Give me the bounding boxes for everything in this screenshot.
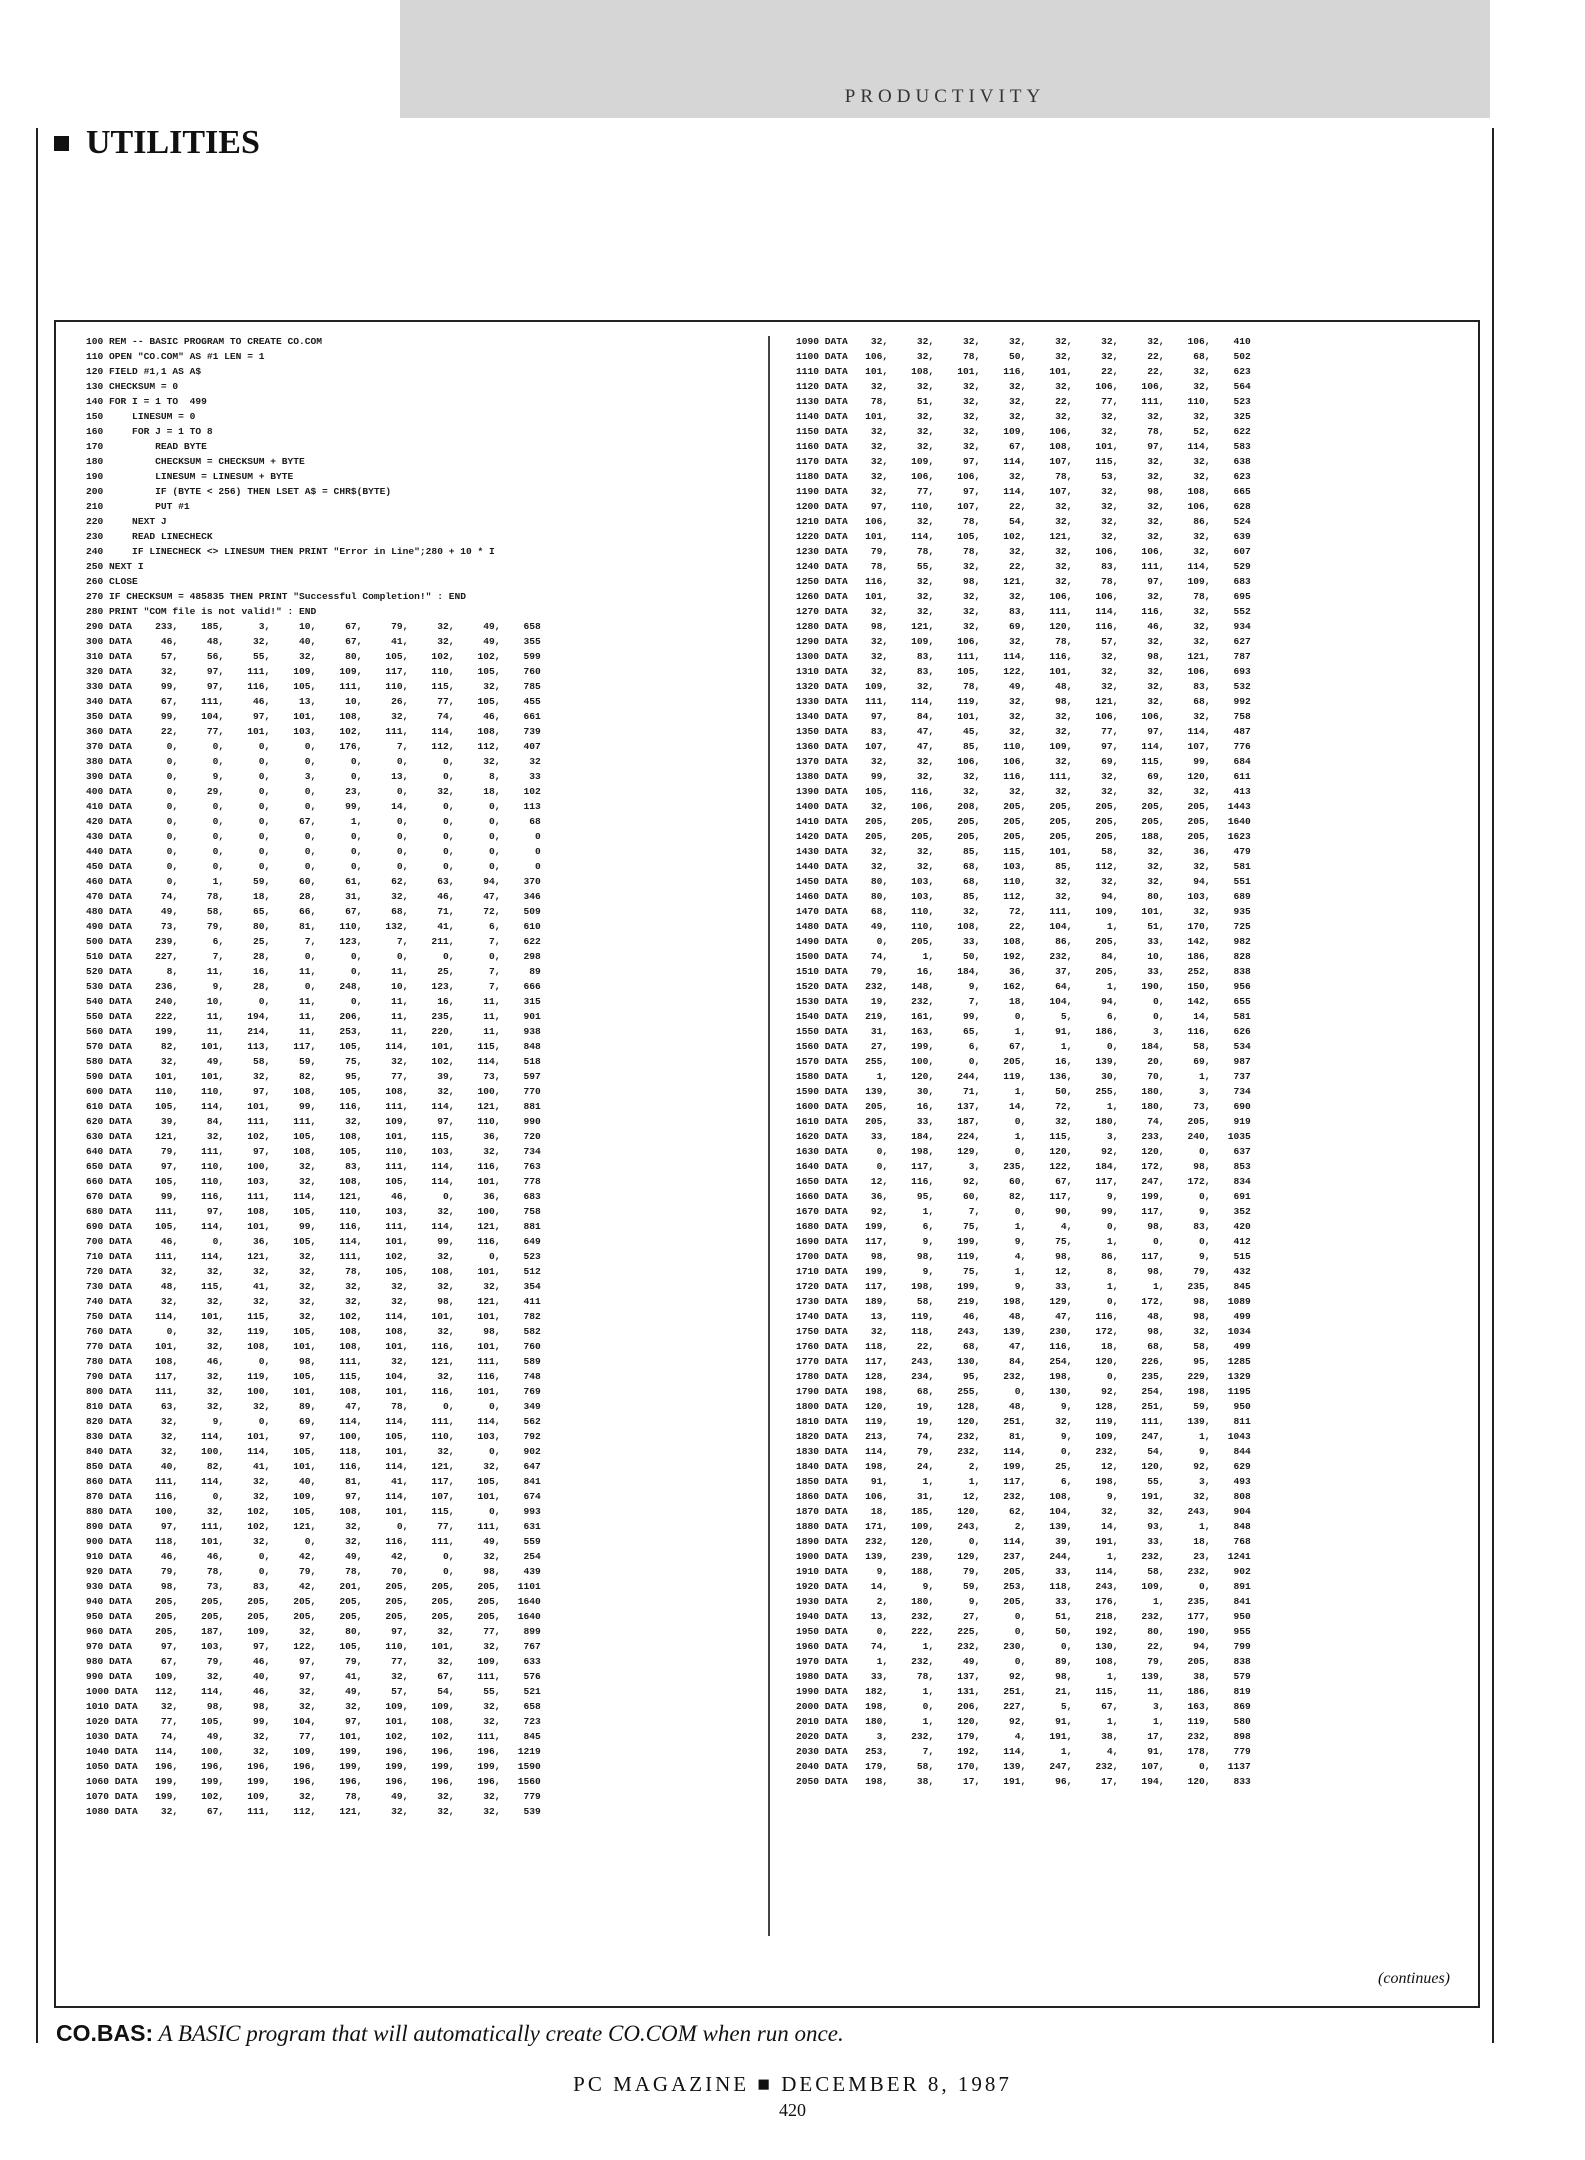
code-line: 320 DATA 32, 97, 111, 109, 109, 117, 110, 105, 760 xyxy=(86,666,541,677)
code-line: 1180 DATA 32, 106, 106, 32, 78, 53, 32, 32, 623 xyxy=(796,471,1251,482)
code-line: 1220 DATA 101, 114, 105, 102, 121, 32, 32, 32, 639 xyxy=(796,531,1251,542)
code-line: 1530 DATA 19, 232, 7, 18, 104, 94, 0, 142, 655 xyxy=(796,996,1251,1007)
code-line: 1240 DATA 78, 55, 32, 22, 32, 83, 111, 114, 529 xyxy=(796,561,1251,572)
code-line: 1150 DATA 32, 32, 32, 109, 106, 32, 78, 52, 622 xyxy=(796,426,1251,437)
section-label: PRODUCTIVITY xyxy=(844,86,1046,107)
code-line: 270 IF CHECKSUM = 485835 THEN PRINT "Successful Completion!" : END xyxy=(86,591,466,602)
code-line: 1750 DATA 32, 118, 243, 139, 230, 172, 98, 32, 1034 xyxy=(796,1326,1251,1337)
code-line: 2030 DATA 253, 7, 192, 114, 1, 4, 91, 178, 779 xyxy=(796,1746,1251,1757)
code-line: 300 DATA 46, 48, 32, 40, 67, 41, 32, 49, 355 xyxy=(86,636,541,647)
code-line: 600 DATA 110, 110, 97, 108, 105, 108, 32, 100, 770 xyxy=(86,1086,541,1097)
code-line: 640 DATA 79, 111, 97, 108, 105, 110, 103, 32, 734 xyxy=(86,1146,541,1157)
code-line: 410 DATA 0, 0, 0, 0, 99, 14, 0, 0, 113 xyxy=(86,801,541,812)
code-line: 1270 DATA 32, 32, 32, 83, 111, 114, 116, 32, 552 xyxy=(796,606,1251,617)
code-line: 450 DATA 0, 0, 0, 0, 0, 0, 0, 0, 0 xyxy=(86,861,541,872)
code-line: 1620 DATA 33, 184, 224, 1, 115, 3, 233, 240, 1035 xyxy=(796,1131,1251,1142)
code-line: 1590 DATA 139, 30, 71, 1, 50, 255, 180, 3, 734 xyxy=(796,1086,1251,1097)
code-line: 180 CHECKSUM = CHECKSUM + BYTE xyxy=(86,456,305,467)
code-line: 1740 DATA 13, 119, 46, 48, 47, 116, 48, 98, 499 xyxy=(796,1311,1251,1322)
code-line: 870 DATA 116, 0, 32, 109, 97, 114, 107, 101, 674 xyxy=(86,1491,541,1502)
code-line: 1250 DATA 116, 32, 98, 121, 32, 78, 97, 109, 683 xyxy=(796,576,1251,587)
code-line: 470 DATA 74, 78, 18, 28, 31, 32, 46, 47, 346 xyxy=(86,891,541,902)
page-title: UTILITIES xyxy=(86,124,260,161)
code-line: 570 DATA 82, 101, 113, 117, 105, 114, 101, 115, 848 xyxy=(86,1041,541,1052)
code-line: 1760 DATA 118, 22, 68, 47, 116, 18, 68, 58, 499 xyxy=(796,1341,1251,1352)
code-line: 1120 DATA 32, 32, 32, 32, 32, 106, 106, 32, 564 xyxy=(796,381,1251,392)
code-line: 1580 DATA 1, 120, 244, 119, 136, 30, 70, 1, 737 xyxy=(796,1071,1251,1082)
code-line: 550 DATA 222, 11, 194, 11, 206, 11, 235, 11, 901 xyxy=(86,1011,541,1022)
code-line: 1940 DATA 13, 232, 27, 0, 51, 218, 232, 177, 950 xyxy=(796,1611,1251,1622)
code-line: 810 DATA 63, 32, 32, 89, 47, 78, 0, 0, 349 xyxy=(86,1401,541,1412)
code-line: 770 DATA 101, 32, 108, 101, 108, 101, 116, 101, 760 xyxy=(86,1341,541,1352)
code-line: 610 DATA 105, 114, 101, 99, 116, 111, 114, 121, 881 xyxy=(86,1101,541,1112)
continues-note: (continues) xyxy=(1378,1970,1450,1987)
code-line: 630 DATA 121, 32, 102, 105, 108, 101, 115, 36, 720 xyxy=(86,1131,541,1142)
code-line: 2000 DATA 198, 0, 206, 227, 5, 67, 3, 163, 869 xyxy=(796,1701,1251,1712)
page-number: 420 xyxy=(779,2100,806,2120)
code-line: 990 DATA 109, 32, 40, 97, 41, 32, 67, 111, 576 xyxy=(86,1671,541,1682)
code-line: 1540 DATA 219, 161, 99, 0, 5, 6, 0, 14, 581 xyxy=(796,1011,1251,1022)
code-line: 1330 DATA 111, 114, 119, 32, 98, 121, 32, 68, 992 xyxy=(796,696,1251,707)
code-line: 310 DATA 57, 56, 55, 32, 80, 105, 102, 102, 599 xyxy=(86,651,541,662)
code-line: 1370 DATA 32, 32, 106, 106, 32, 69, 115, 99, 684 xyxy=(796,756,1251,767)
caption-label: CO.BAS: xyxy=(56,2020,154,2046)
code-line: 380 DATA 0, 0, 0, 0, 0, 0, 0, 32, 32 xyxy=(86,756,541,767)
code-line: 1910 DATA 9, 188, 79, 205, 33, 114, 58, 232, 902 xyxy=(796,1566,1251,1577)
code-line: 860 DATA 111, 114, 32, 40, 81, 41, 117, 105, 841 xyxy=(86,1476,541,1487)
code-line: 880 DATA 100, 32, 102, 105, 108, 101, 115, 0, 993 xyxy=(86,1506,541,1517)
code-line: 1110 DATA 101, 108, 101, 116, 101, 22, 22, 32, 623 xyxy=(796,366,1251,377)
code-line: 370 DATA 0, 0, 0, 0, 176, 7, 112, 112, 407 xyxy=(86,741,541,752)
code-line: 170 READ BYTE xyxy=(86,441,207,452)
code-line: 1630 DATA 0, 198, 129, 0, 120, 92, 120, 0, 637 xyxy=(796,1146,1251,1157)
code-line: 1900 DATA 139, 239, 129, 237, 244, 1, 232, 23, 1241 xyxy=(796,1551,1251,1562)
code-line: 850 DATA 40, 82, 41, 101, 116, 114, 121, 32, 647 xyxy=(86,1461,541,1472)
code-line: 650 DATA 97, 110, 100, 32, 83, 111, 114, 116, 763 xyxy=(86,1161,541,1172)
code-line: 100 REM -- BASIC PROGRAM TO CREATE CO.COM xyxy=(86,336,323,347)
left-rule xyxy=(36,128,38,2043)
code-line: 490 DATA 73, 79, 80, 81, 110, 132, 41, 6, 610 xyxy=(86,921,541,932)
code-line: 670 DATA 99, 116, 111, 114, 121, 46, 0, 36, 683 xyxy=(86,1191,541,1202)
code-line: 1650 DATA 12, 116, 92, 60, 67, 117, 247, 172, 834 xyxy=(796,1176,1251,1187)
code-line: 1730 DATA 189, 58, 219, 198, 129, 0, 172, 98, 1089 xyxy=(796,1296,1251,1307)
code-line: 420 DATA 0, 0, 0, 67, 1, 0, 0, 0, 68 xyxy=(86,816,541,827)
code-line: 1780 DATA 128, 234, 95, 232, 198, 0, 235, 229, 1329 xyxy=(796,1371,1251,1382)
code-line: 230 READ LINECHECK xyxy=(86,531,213,542)
code-line: 1870 DATA 18, 185, 120, 62, 104, 32, 32, 243, 904 xyxy=(796,1506,1251,1517)
code-line: 970 DATA 97, 103, 97, 122, 105, 110, 101, 32, 767 xyxy=(86,1641,541,1652)
code-line: 760 DATA 0, 32, 119, 105, 108, 108, 32, 98, 582 xyxy=(86,1326,541,1337)
code-line: 510 DATA 227, 7, 28, 0, 0, 0, 0, 0, 298 xyxy=(86,951,541,962)
code-line: 560 DATA 199, 11, 214, 11, 253, 11, 220, 11, 938 xyxy=(86,1026,541,1037)
code-line: 1970 DATA 1, 232, 49, 0, 89, 108, 79, 205, 838 xyxy=(796,1656,1251,1667)
code-line: 1470 DATA 68, 110, 32, 72, 111, 109, 101, 32, 935 xyxy=(796,906,1251,917)
code-line: 740 DATA 32, 32, 32, 32, 32, 32, 98, 121, 411 xyxy=(86,1296,541,1307)
code-line: 1000 DATA 112, 114, 46, 32, 49, 57, 54, 55, 521 xyxy=(86,1686,541,1697)
code-line: 1840 DATA 198, 24, 2, 199, 25, 12, 120, 92, 629 xyxy=(796,1461,1251,1472)
code-line: 1550 DATA 31, 163, 65, 1, 91, 186, 3, 116, 626 xyxy=(796,1026,1251,1037)
code-line: 500 DATA 239, 6, 25, 7, 123, 7, 211, 7, 622 xyxy=(86,936,541,947)
code-line: 1920 DATA 14, 9, 59, 253, 118, 243, 109, 0, 891 xyxy=(796,1581,1251,1592)
code-line: 1080 DATA 32, 67, 111, 112, 121, 32, 32, 32, 539 xyxy=(86,1806,541,1817)
code-line: 790 DATA 117, 32, 119, 105, 115, 104, 32, 116, 748 xyxy=(86,1371,541,1382)
code-line: 1680 DATA 199, 6, 75, 1, 4, 0, 98, 83, 420 xyxy=(796,1221,1251,1232)
code-line: 1090 DATA 32, 32, 32, 32, 32, 32, 32, 106, 410 xyxy=(796,336,1251,347)
code-line: 1950 DATA 0, 222, 225, 0, 50, 192, 80, 190, 955 xyxy=(796,1626,1251,1637)
code-line: 160 FOR J = 1 TO 8 xyxy=(86,426,213,437)
code-line: 1360 DATA 107, 47, 85, 110, 109, 97, 114, 107, 776 xyxy=(796,741,1251,752)
code-line: 120 FIELD #1,1 AS A$ xyxy=(86,366,202,377)
code-line: 110 OPEN "CO.COM" AS #1 LEN = 1 xyxy=(86,351,265,362)
code-line: 1210 DATA 106, 32, 78, 54, 32, 32, 32, 86, 524 xyxy=(796,516,1251,527)
code-line: 1450 DATA 80, 103, 68, 110, 32, 32, 32, 94, 551 xyxy=(796,876,1251,887)
code-line: 1460 DATA 80, 103, 85, 112, 32, 94, 80, 103, 689 xyxy=(796,891,1251,902)
code-line: 1430 DATA 32, 32, 85, 115, 101, 58, 32, 36, 479 xyxy=(796,846,1251,857)
code-line: 1690 DATA 117, 9, 199, 9, 75, 1, 0, 0, 412 xyxy=(796,1236,1251,1247)
code-line: 1260 DATA 101, 32, 32, 32, 106, 106, 32, 78, 695 xyxy=(796,591,1251,602)
code-line: 980 DATA 67, 79, 46, 97, 79, 77, 32, 109, 633 xyxy=(86,1656,541,1667)
code-line: 1800 DATA 120, 19, 128, 48, 9, 128, 251, 59, 950 xyxy=(796,1401,1251,1412)
code-line: 1670 DATA 92, 1, 7, 0, 90, 99, 117, 9, 352 xyxy=(796,1206,1251,1217)
code-line: 1510 DATA 79, 16, 184, 36, 37, 205, 33, 252, 838 xyxy=(796,966,1251,977)
code-line: 1490 DATA 0, 205, 33, 108, 86, 205, 33, 142, 982 xyxy=(796,936,1251,947)
code-line: 440 DATA 0, 0, 0, 0, 0, 0, 0, 0, 0 xyxy=(86,846,541,857)
code-line: 400 DATA 0, 29, 0, 0, 23, 0, 32, 18, 102 xyxy=(86,786,541,797)
code-line: 1990 DATA 182, 1, 131, 251, 21, 115, 11, 186, 819 xyxy=(796,1686,1251,1697)
code-line: 1170 DATA 32, 109, 97, 114, 107, 115, 32, 32, 638 xyxy=(796,456,1251,467)
code-line: 1710 DATA 199, 9, 75, 1, 12, 8, 98, 79, 432 xyxy=(796,1266,1251,1277)
code-line: 710 DATA 111, 114, 121, 32, 111, 102, 32, 0, 523 xyxy=(86,1251,541,1262)
code-line: 1050 DATA 196, 196, 196, 196, 199, 199, 199, 199, 1590 xyxy=(86,1761,541,1772)
code-line: 1140 DATA 101, 32, 32, 32, 32, 32, 32, 32, 325 xyxy=(796,411,1251,422)
code-line: 910 DATA 46, 46, 0, 42, 49, 42, 0, 32, 254 xyxy=(86,1551,541,1562)
code-line: 1100 DATA 106, 32, 78, 50, 32, 32, 22, 68, 502 xyxy=(796,351,1251,362)
code-line: 1020 DATA 77, 105, 99, 104, 97, 101, 108, 32, 723 xyxy=(86,1716,541,1727)
code-line: 1410 DATA 205, 205, 205, 205, 205, 205, 205, 205, 1640 xyxy=(796,816,1251,827)
code-line: 430 DATA 0, 0, 0, 0, 0, 0, 0, 0, 0 xyxy=(86,831,541,842)
code-line: 1340 DATA 97, 84, 101, 32, 32, 106, 106, 32, 758 xyxy=(796,711,1251,722)
code-line: 530 DATA 236, 9, 28, 0, 248, 10, 123, 7, 666 xyxy=(86,981,541,992)
code-line: 1790 DATA 198, 68, 255, 0, 130, 92, 254, 198, 1195 xyxy=(796,1386,1251,1397)
code-line: 520 DATA 8, 11, 16, 11, 0, 11, 25, 7, 89 xyxy=(86,966,541,977)
code-line: 340 DATA 67, 111, 46, 13, 10, 26, 77, 105, 455 xyxy=(86,696,541,707)
code-line: 1770 DATA 117, 243, 130, 84, 254, 120, 226, 95, 1285 xyxy=(796,1356,1251,1367)
code-line: 820 DATA 32, 9, 0, 69, 114, 114, 111, 114, 562 xyxy=(86,1416,541,1427)
code-line: 580 DATA 32, 49, 58, 59, 75, 32, 102, 114, 518 xyxy=(86,1056,541,1067)
code-line: 540 DATA 240, 10, 0, 11, 0, 11, 16, 11, 315 xyxy=(86,996,541,1007)
code-line: 1130 DATA 78, 51, 32, 32, 22, 77, 111, 110, 523 xyxy=(796,396,1251,407)
code-line: 700 DATA 46, 0, 36, 105, 114, 101, 99, 116, 649 xyxy=(86,1236,541,1247)
code-line: 1820 DATA 213, 74, 232, 81, 9, 109, 247, 1, 1043 xyxy=(796,1431,1251,1442)
code-line: 1060 DATA 199, 199, 199, 196, 196, 196, 196, 196, 1560 xyxy=(86,1776,541,1787)
code-line: 1440 DATA 32, 32, 68, 103, 85, 112, 32, 32, 581 xyxy=(796,861,1251,872)
code-line: 1300 DATA 32, 83, 111, 114, 116, 32, 98, 121, 787 xyxy=(796,651,1251,662)
code-line: 620 DATA 39, 84, 111, 111, 32, 109, 97, 110, 990 xyxy=(86,1116,541,1127)
code-line: 1560 DATA 27, 199, 6, 67, 1, 0, 184, 58, 534 xyxy=(796,1041,1251,1052)
code-line: 210 PUT #1 xyxy=(86,501,190,512)
code-line: 930 DATA 98, 73, 83, 42, 201, 205, 205, 205, 1101 xyxy=(86,1581,541,1592)
code-line: 480 DATA 49, 58, 65, 66, 67, 68, 71, 72, 509 xyxy=(86,906,541,917)
code-line: 1290 DATA 32, 109, 106, 32, 78, 57, 32, 32, 627 xyxy=(796,636,1251,647)
column-divider xyxy=(768,336,770,1936)
code-line: 1350 DATA 83, 47, 45, 32, 32, 77, 97, 114, 487 xyxy=(796,726,1251,737)
code-line: 830 DATA 32, 114, 101, 97, 100, 105, 110, 103, 792 xyxy=(86,1431,541,1442)
code-line: 1890 DATA 232, 120, 0, 114, 39, 191, 33, 18, 768 xyxy=(796,1536,1251,1547)
code-line: 260 CLOSE xyxy=(86,576,138,587)
code-line: 1280 DATA 98, 121, 32, 69, 120, 116, 46, 32, 934 xyxy=(796,621,1251,632)
code-line: 1960 DATA 74, 1, 232, 230, 0, 130, 22, 94, 799 xyxy=(796,1641,1251,1652)
code-line: 350 DATA 99, 104, 97, 101, 108, 32, 74, 46, 661 xyxy=(86,711,541,722)
code-line: 1850 DATA 91, 1, 1, 117, 6, 198, 55, 3, 493 xyxy=(796,1476,1251,1487)
code-line: 130 CHECKSUM = 0 xyxy=(86,381,179,392)
code-line: 1190 DATA 32, 77, 97, 114, 107, 32, 98, 108, 665 xyxy=(796,486,1251,497)
code-line: 1420 DATA 205, 205, 205, 205, 205, 205, 188, 205, 1623 xyxy=(796,831,1251,842)
code-line: 1660 DATA 36, 95, 60, 82, 117, 9, 199, 0, 691 xyxy=(796,1191,1251,1202)
code-line: 2010 DATA 180, 1, 120, 92, 91, 1, 1, 119, 580 xyxy=(796,1716,1251,1727)
code-line: 950 DATA 205, 205, 205, 205, 205, 205, 205, 205, 1640 xyxy=(86,1611,541,1622)
code-line: 290 DATA 233, 185, 3, 10, 67, 79, 32, 49, 658 xyxy=(86,621,541,632)
code-line: 200 IF (BYTE < 256) THEN LSET A$ = CHR$(BYTE) xyxy=(86,486,392,497)
bullet-square-icon xyxy=(54,136,69,151)
code-line: 1390 DATA 105, 116, 32, 32, 32, 32, 32, 32, 413 xyxy=(796,786,1251,797)
code-line: 190 LINESUM = LINESUM + BYTE xyxy=(86,471,294,482)
code-line: 1380 DATA 99, 32, 32, 116, 111, 32, 69, 120, 611 xyxy=(796,771,1251,782)
code-line: 2050 DATA 198, 38, 17, 191, 96, 17, 194, 120, 833 xyxy=(796,1776,1251,1787)
code-line: 1520 DATA 232, 148, 9, 162, 64, 1, 190, 150, 956 xyxy=(796,981,1251,992)
code-line: 940 DATA 205, 205, 205, 205, 205, 205, 205, 205, 1640 xyxy=(86,1596,541,1607)
code-line: 1640 DATA 0, 117, 3, 235, 122, 184, 172, 98, 853 xyxy=(796,1161,1251,1172)
code-line: 360 DATA 22, 77, 101, 103, 102, 111, 114, 108, 739 xyxy=(86,726,541,737)
code-line: 330 DATA 99, 97, 116, 105, 111, 110, 115, 32, 785 xyxy=(86,681,541,692)
listing-left-column xyxy=(86,334,541,1819)
code-line: 800 DATA 111, 32, 100, 101, 108, 101, 116, 101, 769 xyxy=(86,1386,541,1397)
code-line: 590 DATA 101, 101, 32, 82, 95, 77, 39, 73, 597 xyxy=(86,1071,541,1082)
code-line: 1500 DATA 74, 1, 50, 192, 232, 84, 10, 186, 828 xyxy=(796,951,1251,962)
code-line: 900 DATA 118, 101, 32, 0, 32, 116, 111, 49, 559 xyxy=(86,1536,541,1547)
code-line: 1040 DATA 114, 100, 32, 109, 199, 196, 196, 196, 1219 xyxy=(86,1746,541,1757)
caption-text: A BASIC program that will automatically create CO.COM when run once. xyxy=(153,2021,844,2046)
code-line: 280 PRINT "COM file is not valid!" : END xyxy=(86,606,317,617)
right-rule xyxy=(1492,128,1494,2043)
listing-right-column xyxy=(796,334,1251,1789)
code-line: 140 FOR I = 1 TO 499 xyxy=(86,396,207,407)
code-line: 720 DATA 32, 32, 32, 32, 78, 105, 108, 101, 512 xyxy=(86,1266,541,1277)
code-line: 730 DATA 48, 115, 41, 32, 32, 32, 32, 32, 354 xyxy=(86,1281,541,1292)
code-line: 1830 DATA 114, 79, 232, 114, 0, 232, 54, 9, 844 xyxy=(796,1446,1251,1457)
code-line: 1600 DATA 205, 16, 137, 14, 72, 1, 180, 73, 690 xyxy=(796,1101,1251,1112)
code-line: 1720 DATA 117, 198, 199, 9, 33, 1, 1, 235, 845 xyxy=(796,1281,1251,1292)
code-line: 1700 DATA 98, 98, 119, 4, 98, 86, 117, 9, 515 xyxy=(796,1251,1251,1262)
code-line: 1230 DATA 79, 78, 78, 32, 32, 106, 106, 32, 607 xyxy=(796,546,1251,557)
code-line: 1860 DATA 106, 31, 12, 232, 108, 9, 191, 32, 808 xyxy=(796,1491,1251,1502)
code-line: 250 NEXT I xyxy=(86,561,144,572)
code-line: 220 NEXT J xyxy=(86,516,167,527)
code-line: 1980 DATA 33, 78, 137, 92, 98, 1, 139, 38, 579 xyxy=(796,1671,1251,1682)
code-line: 1200 DATA 97, 110, 107, 22, 32, 32, 32, 106, 628 xyxy=(796,501,1251,512)
code-line: 1610 DATA 205, 33, 187, 0, 32, 180, 74, 205, 919 xyxy=(796,1116,1251,1127)
code-line: 1880 DATA 171, 109, 243, 2, 139, 14, 93, 1, 848 xyxy=(796,1521,1251,1532)
code-line: 660 DATA 105, 110, 103, 32, 108, 105, 114, 101, 778 xyxy=(86,1176,541,1187)
magazine-footer: PC MAGAZINE ■ DECEMBER 8, 1987 xyxy=(573,2072,1012,2096)
code-line: 2020 DATA 3, 232, 179, 4, 191, 38, 17, 232, 898 xyxy=(796,1731,1251,1742)
code-line: 1570 DATA 255, 100, 0, 205, 16, 139, 20, 69, 987 xyxy=(796,1056,1251,1067)
code-line: 1810 DATA 119, 19, 120, 251, 32, 119, 111, 139, 811 xyxy=(796,1416,1251,1427)
code-line: 2040 DATA 179, 58, 170, 139, 247, 232, 107, 0, 1137 xyxy=(796,1761,1251,1772)
code-line: 1160 DATA 32, 32, 32, 67, 108, 101, 97, 114, 583 xyxy=(796,441,1251,452)
code-line: 1400 DATA 32, 106, 208, 205, 205, 205, 205, 205, 1443 xyxy=(796,801,1251,812)
code-line: 690 DATA 105, 114, 101, 99, 116, 111, 114, 121, 881 xyxy=(86,1221,541,1232)
code-line: 890 DATA 97, 111, 102, 121, 32, 0, 77, 111, 631 xyxy=(86,1521,541,1532)
listing-caption xyxy=(56,2020,844,2047)
code-line: 960 DATA 205, 187, 109, 32, 80, 97, 32, 77, 899 xyxy=(86,1626,541,1637)
code-line: 460 DATA 0, 1, 59, 60, 61, 62, 63, 94, 370 xyxy=(86,876,541,887)
code-line: 240 IF LINECHECK <> LINESUM THEN PRINT "Error in Line";280 + 10 * I xyxy=(86,546,495,557)
code-listing-box xyxy=(54,320,1480,2008)
code-line: 390 DATA 0, 9, 0, 3, 0, 13, 0, 8, 33 xyxy=(86,771,541,782)
code-line: 1310 DATA 32, 83, 105, 122, 101, 32, 32, 106, 693 xyxy=(796,666,1251,677)
code-line: 1320 DATA 109, 32, 78, 49, 48, 32, 32, 83, 532 xyxy=(796,681,1251,692)
code-line: 680 DATA 111, 97, 108, 105, 110, 103, 32, 100, 758 xyxy=(86,1206,541,1217)
code-line: 1030 DATA 74, 49, 32, 77, 101, 102, 102, 111, 845 xyxy=(86,1731,541,1742)
code-line: 1480 DATA 49, 110, 108, 22, 104, 1, 51, 170, 725 xyxy=(796,921,1251,932)
code-line: 1930 DATA 2, 180, 9, 205, 33, 176, 1, 235, 841 xyxy=(796,1596,1251,1607)
code-line: 840 DATA 32, 100, 114, 105, 118, 101, 32, 0, 902 xyxy=(86,1446,541,1457)
code-line: 1070 DATA 199, 102, 109, 32, 78, 49, 32, 32, 779 xyxy=(86,1791,541,1802)
code-line: 1010 DATA 32, 98, 98, 32, 32, 109, 109, 32, 658 xyxy=(86,1701,541,1712)
code-line: 920 DATA 79, 78, 0, 79, 78, 70, 0, 98, 439 xyxy=(86,1566,541,1577)
code-line: 750 DATA 114, 101, 115, 32, 102, 114, 101, 101, 782 xyxy=(86,1311,541,1322)
code-line: 150 LINESUM = 0 xyxy=(86,411,196,422)
code-line: 780 DATA 108, 46, 0, 98, 111, 32, 121, 111, 589 xyxy=(86,1356,541,1367)
